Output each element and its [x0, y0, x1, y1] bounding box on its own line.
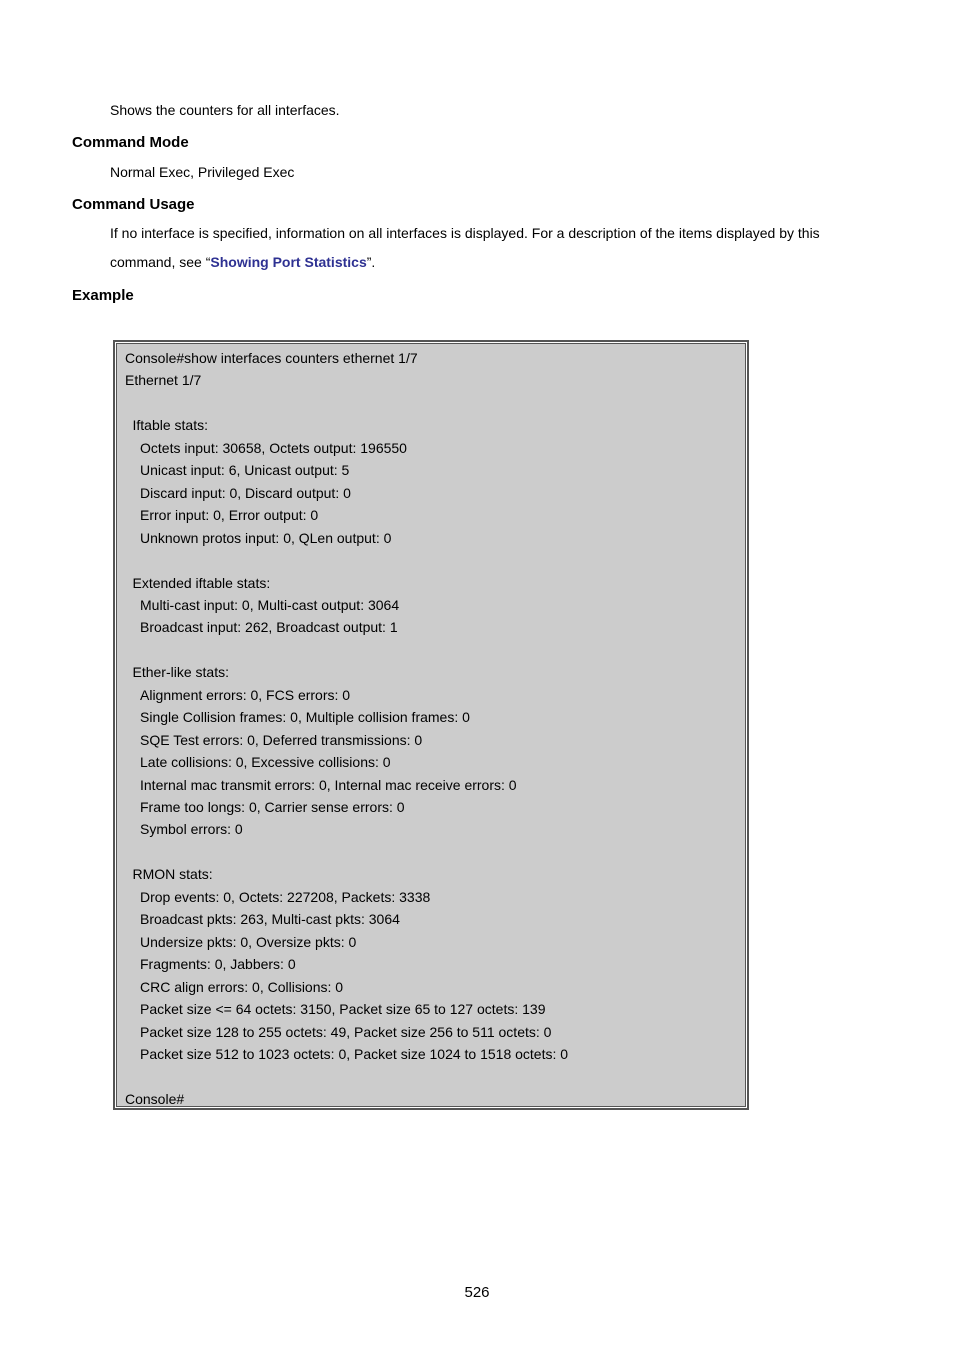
example-heading: Example — [72, 287, 134, 304]
console-line: Ethernet 1/7 — [125, 372, 202, 389]
command-usage-line2-prefix: command, see “ — [110, 254, 211, 270]
console-line: Frame too longs: 0, Carrier sense errors: 0 — [140, 799, 405, 815]
console-line: Iftable stats: — [132, 417, 208, 434]
console-line: Fragments: 0, Jabbers: 0 — [140, 956, 296, 973]
console-line: CRC align errors: 0, Collisions: 0 — [140, 978, 344, 995]
showing-port-statistics-link[interactable]: Showing Port Statistics — [210, 254, 367, 270]
console-line: RMON stats: — [132, 866, 213, 883]
intro-text: Shows the counters for all interfaces. — [110, 102, 340, 118]
console-line: Internal mac transmit errors: 0, Internal mac receive errors: 0 — [140, 776, 517, 793]
console-line: Late collisions: 0, Excessive collisions: 0 — [140, 754, 391, 771]
console-line: Unknown protos input: 0, QLen output: 0 — [140, 529, 392, 546]
console-line: Octets input: 30658, Octets output: 196550 — [140, 439, 407, 456]
console-line: SQE Test errors: 0, Deferred transmissions: 0 — [140, 731, 423, 748]
console-line: Discard input: 0, Discard output: 0 — [140, 484, 351, 501]
console-line: Console#show interfaces counters ethernet 1/7 — [125, 350, 418, 366]
console-line: Multi-cast input: 0, Multi-cast output: 3064 — [140, 596, 400, 613]
console-line: Packet size 128 to 255 octets: 49, Packet size 256 to 511 octets: 0 — [140, 1023, 552, 1040]
console-line: Console# — [125, 1090, 185, 1107]
console-line: Packet size 512 to 1023 octets: 0, Packet size 1024 to 1518 octets: 0 — [140, 1045, 569, 1062]
console-example-box — [113, 340, 749, 1110]
console-line: Drop events: 0, Octets: 227208, Packets: 3338 — [140, 888, 431, 905]
console-line: Symbol errors: 0 — [140, 821, 243, 838]
command-usage-line2-suffix: ”. — [366, 254, 376, 270]
page-number: 526 — [464, 1284, 490, 1301]
console-line: Broadcast input: 262, Broadcast output: 1 — [140, 619, 398, 636]
command-usage-line1: If no interface is specified, information on all interfaces is displayed. For a description of the items displayed by this — [110, 225, 820, 241]
command-usage-heading: Command Usage — [72, 196, 195, 213]
console-line: Packet size <= 64 octets: 3150, Packet size 65 to 127 octets: 139 — [140, 1001, 546, 1018]
console-line: Unicast input: 6, Unicast output: 5 — [140, 462, 350, 479]
command-mode-heading: Command Mode — [72, 134, 189, 151]
console-line: Ether-like stats: — [132, 664, 229, 681]
console-line: Error input: 0, Error output: 0 — [140, 507, 319, 524]
console-line: Undersize pkts: 0, Oversize pkts: 0 — [140, 933, 357, 950]
console-line: Extended iftable stats: — [132, 574, 271, 591]
console-line: Alignment errors: 0, FCS errors: 0 — [140, 686, 351, 703]
console-line: Broadcast pkts: 263, Multi-cast pkts: 3064 — [140, 911, 400, 928]
command-mode-text: Normal Exec, Privileged Exec — [110, 164, 295, 180]
command-usage-line2 — [110, 254, 375, 271]
console-line: Single Collision frames: 0, Multiple collision frames: 0 — [140, 709, 470, 726]
